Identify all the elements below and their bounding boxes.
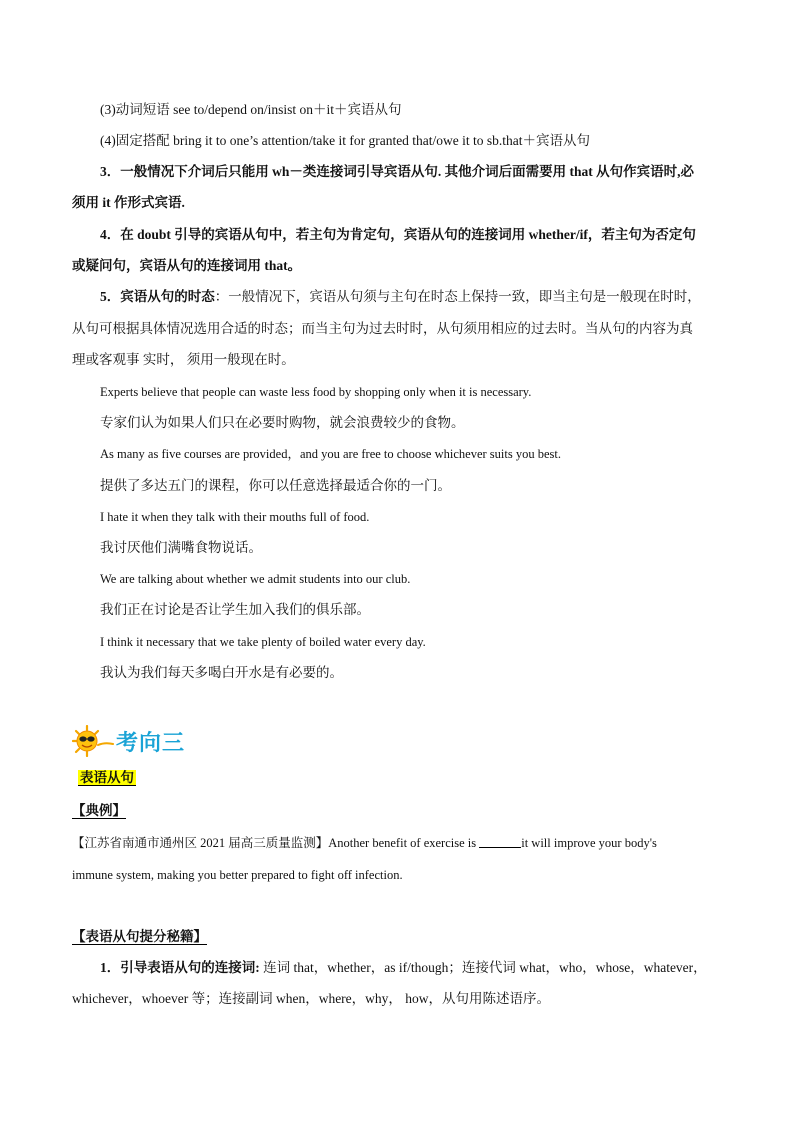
example-5-zh: 我认为我们每天多喝白开水是有必要的。: [100, 665, 343, 680]
example-tag: 【典例】: [72, 803, 126, 818]
point-3-line-2: 须用 it 作形式宾语.: [72, 195, 185, 210]
section-title: 考向三: [116, 730, 186, 756]
point-4-line-2: 或疑问句，宾语从句的连接词用 that。: [72, 258, 302, 273]
example-tag-line: [72, 801, 724, 821]
point-4-line-1: 4．在 doubt 引导的宾语从句中，若主句为肯定句，宾语从句的连接词用 whether/if，若主句为否定句: [100, 227, 696, 242]
answer-blank: [479, 833, 521, 848]
question-line-1: [72, 833, 724, 853]
tip-1-text: 连词 that，whether，as if/though；连接代词 what，who，whose，whatever，: [259, 960, 707, 975]
tips-tag: 【表语从句提分秘籍】: [72, 929, 207, 944]
tip-1-line-1: [100, 958, 724, 978]
point-5-label: 宾语从句的时态: [120, 289, 215, 304]
section-heading: [72, 724, 185, 758]
example-4-en: We are talking about whether we admit students into our club.: [100, 572, 411, 586]
point-5-line-3: 理或客观事 实时， 须用一般现在时。: [72, 352, 295, 367]
point-3-line-1: 3．一般情况下介词后只能用 wh－类连接词引导宾语从句. 其他介词后面需要用 that 从句作宾语时,必: [100, 164, 695, 179]
example-1-zh: 专家们认为如果人们只在必要时购物，就会浪费较少的食物。: [100, 415, 465, 430]
example-1-en: Experts believe that people can waste less food by shopping only when it is necessary.: [100, 385, 532, 399]
tip-1-line-2: whichever，whoever 等；连接副词 when，where，why， how，从句用陈述语序。: [72, 991, 551, 1006]
example-3-en: I hate it when they talk with their mouths full of food.: [100, 510, 370, 524]
example-5-en: I think it necessary that we take plenty of boiled water every day.: [100, 635, 426, 649]
topic-line: [78, 768, 730, 788]
tip-1-number: 1．: [100, 960, 121, 975]
point-5-number: 5．: [100, 289, 121, 304]
tips-tag-line: [72, 927, 724, 947]
tip-1-label: 引导表语从句的连接词:: [120, 960, 260, 975]
topic-highlight: 表语从句: [80, 770, 134, 785]
rule-4-sub: (4)固定搭配 bring it to one’s attention/take it for granted that/owe it to sb.that＋宾语从句: [100, 133, 591, 148]
rule-3-sub: (3)动词短语 see to/depend on/insist on＋it＋宾语从句: [100, 102, 402, 117]
point-5-text: ：一般情况下，宾语从句须与主句在时态上保持一致，即当主句是一般现在时时，: [214, 289, 701, 304]
example-3-zh: 我讨厌他们满嘴食物说话。: [100, 540, 262, 555]
question-text-b: it will improve your body's: [521, 836, 657, 850]
question-text-a: 【江苏省南通市通州区 2021 届高三质量监测】Another benefit of exercise is: [72, 836, 480, 850]
question-line-2: immune system, making you better prepared to fight off infection.: [72, 868, 403, 882]
point-5-line-1: [100, 287, 724, 307]
sunglasses-sun-icon: [72, 725, 114, 757]
example-2-zh: 提供了多达五门的课程，你可以任意选择最适合你的一门。: [100, 478, 451, 493]
example-2-en: As many as five courses are provided，and you are free to choose whichever suits you best.: [100, 447, 561, 461]
example-4-zh: 我们正在讨论是否让学生加入我们的俱乐部。: [100, 602, 370, 617]
point-5-line-2: 从句可根据具体情况选用合适的时态；而当主句为过去时时，从句须用相应的过去时。当从句的内容为真: [72, 321, 693, 336]
